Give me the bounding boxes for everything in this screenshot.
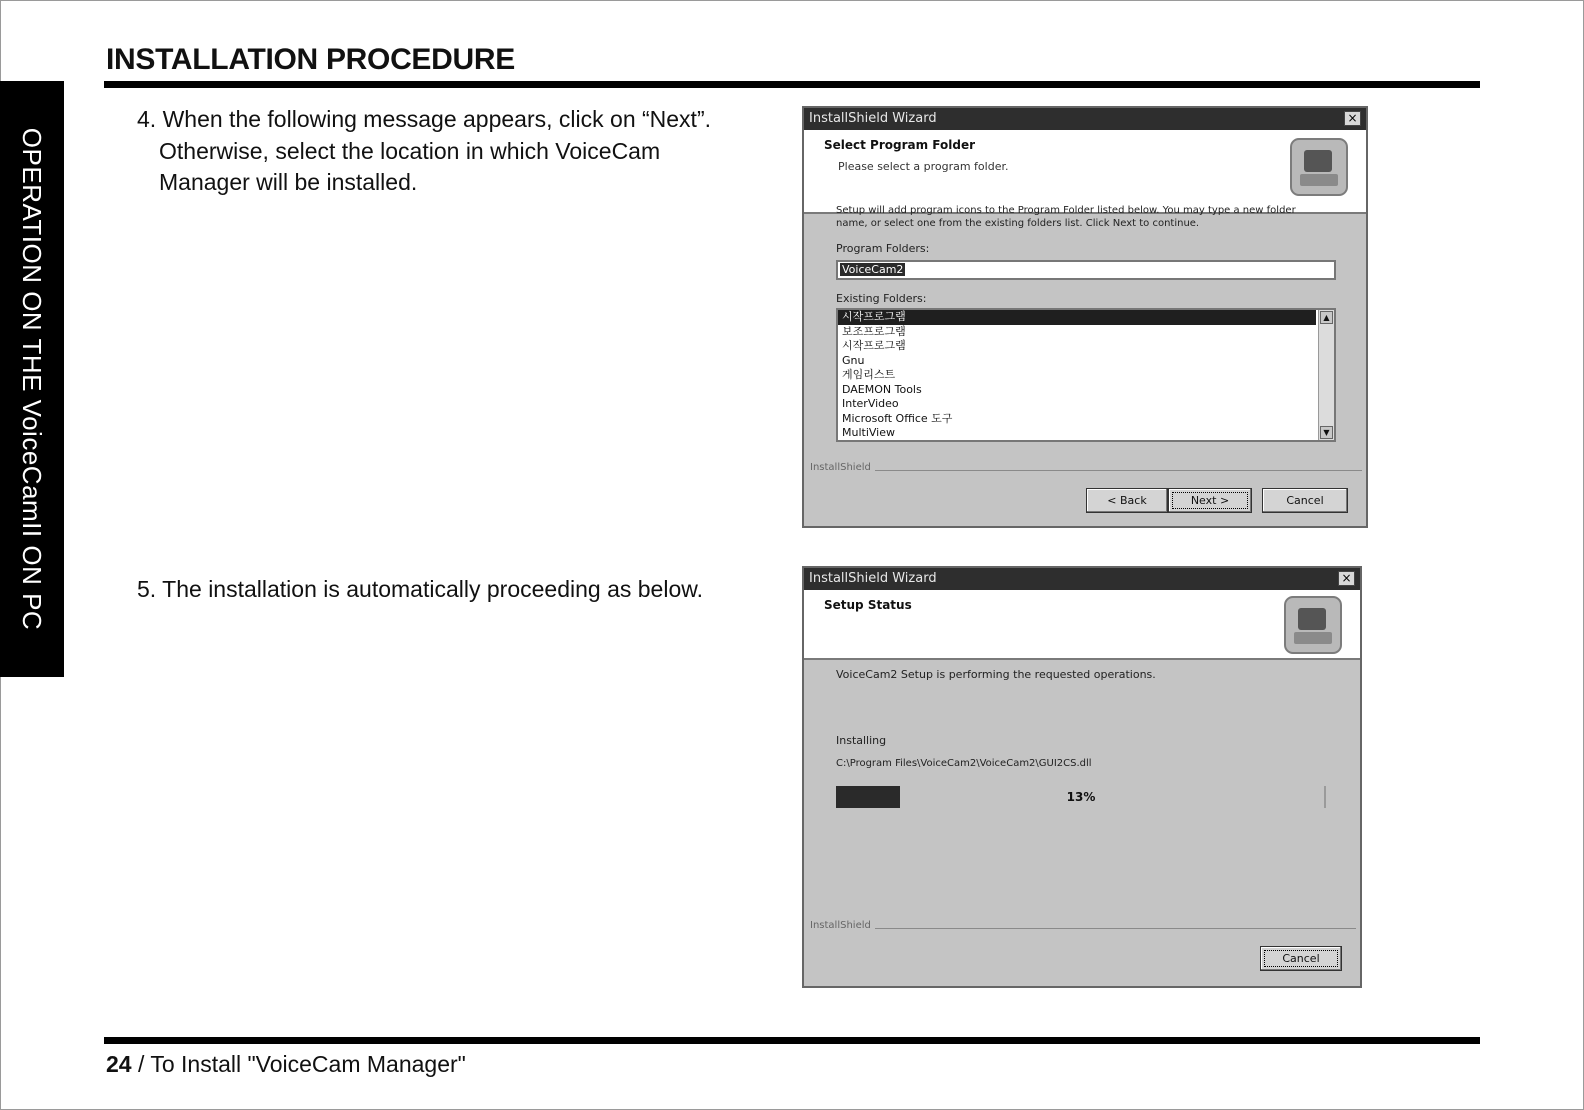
folder-list-item[interactable]: 시작프로그램 — [842, 339, 906, 352]
folder-list-item[interactable]: 보조프로그램 — [842, 324, 906, 338]
dialog-titlebar[interactable] — [804, 108, 1366, 130]
dialog-title: InstallShield Wizard — [809, 571, 937, 586]
close-button[interactable]: × — [1338, 571, 1355, 586]
program-folder-input[interactable] — [836, 260, 1336, 280]
scroll-down-icon[interactable]: ▼ — [1320, 426, 1333, 439]
group-divider — [810, 470, 1362, 471]
step-4 — [137, 104, 757, 199]
dialog-titlebar[interactable] — [804, 568, 1360, 590]
folder-list-item[interactable]: Gnu — [842, 353, 865, 367]
dialog-title: InstallShield Wizard — [809, 111, 937, 126]
status-path: C:\Program Files\VoiceCam2\VoiceCam2\GUI2CS.dll — [836, 758, 1092, 769]
footer-rule — [104, 1037, 1480, 1044]
list-scrollbar[interactable] — [1318, 310, 1334, 440]
page-title: INSTALLATION PROCEDURE — [106, 43, 515, 76]
step-line: When the following message appears, click on “Next”. — [162, 106, 711, 132]
next-button[interactable]: Next > — [1168, 488, 1252, 513]
step-number: 4. — [137, 106, 157, 132]
page-number: 24 — [106, 1051, 132, 1077]
dialog-heading: Setup Status — [824, 598, 912, 612]
folder-list-item[interactable]: 시작프로그램 — [838, 310, 1316, 325]
folder-list-item[interactable]: InterVideo — [842, 397, 899, 410]
dialog-header — [804, 130, 1366, 214]
scroll-up-icon[interactable]: ▲ — [1320, 311, 1333, 324]
step-5 — [137, 574, 757, 606]
status-message: VoiceCam2 Setup is performing the requested operations. — [836, 668, 1156, 681]
group-divider — [810, 928, 1356, 929]
step-line: Otherwise, select the location in which VoiceCam — [159, 137, 661, 164]
intro-text — [836, 204, 1336, 230]
progress-label: 13% — [1066, 790, 1096, 804]
back-button[interactable]: < Back — [1086, 488, 1168, 513]
select-program-folder-dialog — [802, 106, 1368, 528]
header-rule — [104, 81, 1480, 88]
side-tab — [0, 81, 64, 677]
dialog-heading: Select Program Folder — [824, 138, 976, 152]
folder-list-item[interactable]: 게임리스트 — [842, 368, 896, 381]
setup-status-dialog — [802, 566, 1362, 988]
intro-line: name, or select one from the existing folders list. Click Next to continue. — [836, 218, 1200, 229]
installshield-logo-icon — [1284, 596, 1342, 654]
cancel-button[interactable]: Cancel — [1262, 488, 1348, 513]
cancel-button[interactable]: Cancel — [1260, 946, 1342, 971]
folder-list-item[interactable]: MultiView — [842, 426, 895, 439]
program-folder-label: Program Folders: — [836, 242, 930, 255]
progress-end-marker — [1324, 786, 1326, 808]
folder-list-item[interactable]: DAEMON Tools — [842, 382, 922, 396]
progress-bar — [836, 786, 1326, 808]
status-state: Installing — [836, 734, 887, 747]
side-tab-text: OPERATION ON THE VoiceCamII ON PC — [17, 127, 47, 631]
installshield-logo-icon — [1290, 138, 1348, 196]
group-label: InstallShield — [810, 462, 875, 473]
close-button[interactable]: × — [1344, 111, 1361, 126]
existing-folders-list[interactable] — [836, 308, 1336, 442]
dialog-header — [804, 590, 1360, 660]
existing-folders-label: Existing Folders: — [836, 292, 927, 305]
folder-list-item[interactable]: Microsoft Office 도구 — [842, 411, 953, 425]
intro-line: Setup will add program icons to the Program Folder listed below. You may type a new folder — [836, 205, 1296, 216]
step-line: The installation is automatically proceeding as below. — [162, 576, 703, 602]
group-label: InstallShield — [810, 920, 875, 931]
dialog-subheading: Please select a program folder. — [838, 160, 1009, 173]
footer-text: / To Install "VoiceCam Manager" — [131, 1051, 466, 1077]
step-line: Manager will be installed. — [159, 169, 418, 195]
footer — [106, 1051, 466, 1078]
program-folder-value: VoiceCam2 — [842, 263, 904, 276]
step-number: 5. — [137, 576, 157, 602]
